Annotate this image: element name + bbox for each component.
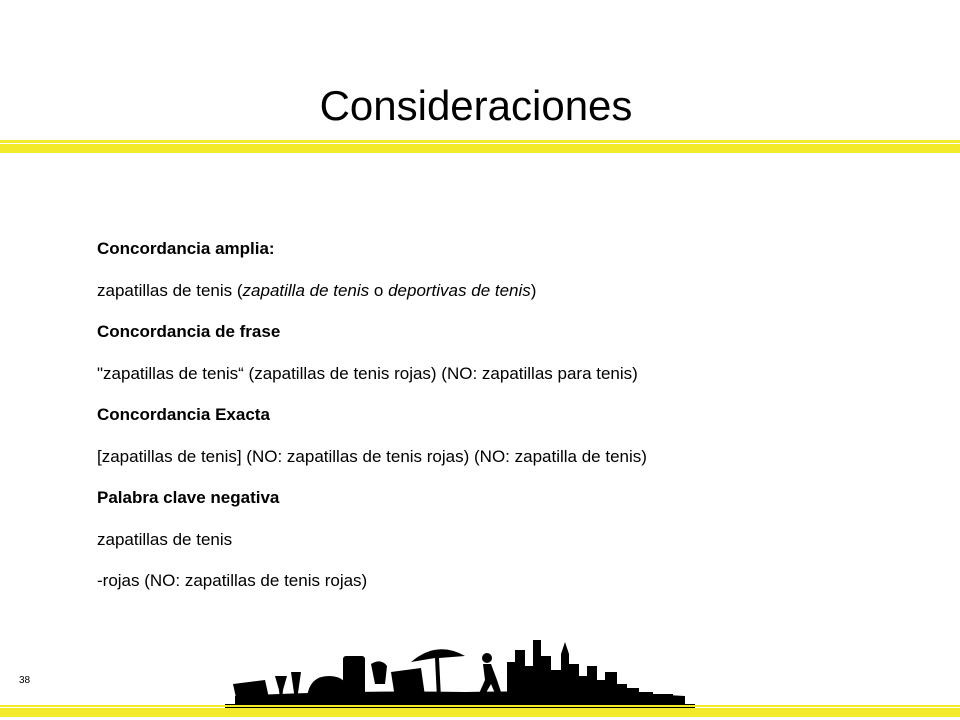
example-negative-keyword: zapatillas de tenis <box>97 529 233 549</box>
heading-negative-keyword: Palabra clave negativa <box>97 488 280 507</box>
content-list <box>97 235 897 609</box>
bottom-accent-line <box>0 705 960 707</box>
top-accent-line <box>0 140 960 143</box>
text-segment: o <box>369 280 389 300</box>
heading-phrase-match: Concordancia de frase <box>97 322 281 341</box>
example-broad-match <box>97 277 897 319</box>
heading-broad-match: Concordancia amplia: <box>97 239 275 258</box>
top-accent-bar <box>0 144 960 153</box>
text-segment-italic: deportivas de tenis <box>388 280 531 300</box>
example-negative-keyword-exclusion: -rojas (NO: zapatillas de tenis rojas) <box>97 571 368 590</box>
bottom-accent-bar <box>0 708 960 717</box>
slide-title: Consideraciones <box>319 82 633 129</box>
text-segment: zapatillas de tenis ( <box>97 280 243 300</box>
example-phrase-match: "zapatillas de tenis“ (zapatillas de tenis rojas) (NO: zapatillas para tenis) <box>97 363 638 383</box>
text-segment-italic: zapatilla de tenis <box>242 280 370 300</box>
text-segment: ) <box>530 280 537 300</box>
heading-exact-match: Concordancia Exacta <box>97 405 270 424</box>
example-exact-match: [zapatillas de tenis] (NO: zapatillas de tenis rojas) (NO: zapatilla de tenis) <box>97 446 647 466</box>
page-number: 38 <box>19 675 31 686</box>
city-skyline-icon <box>225 636 695 708</box>
